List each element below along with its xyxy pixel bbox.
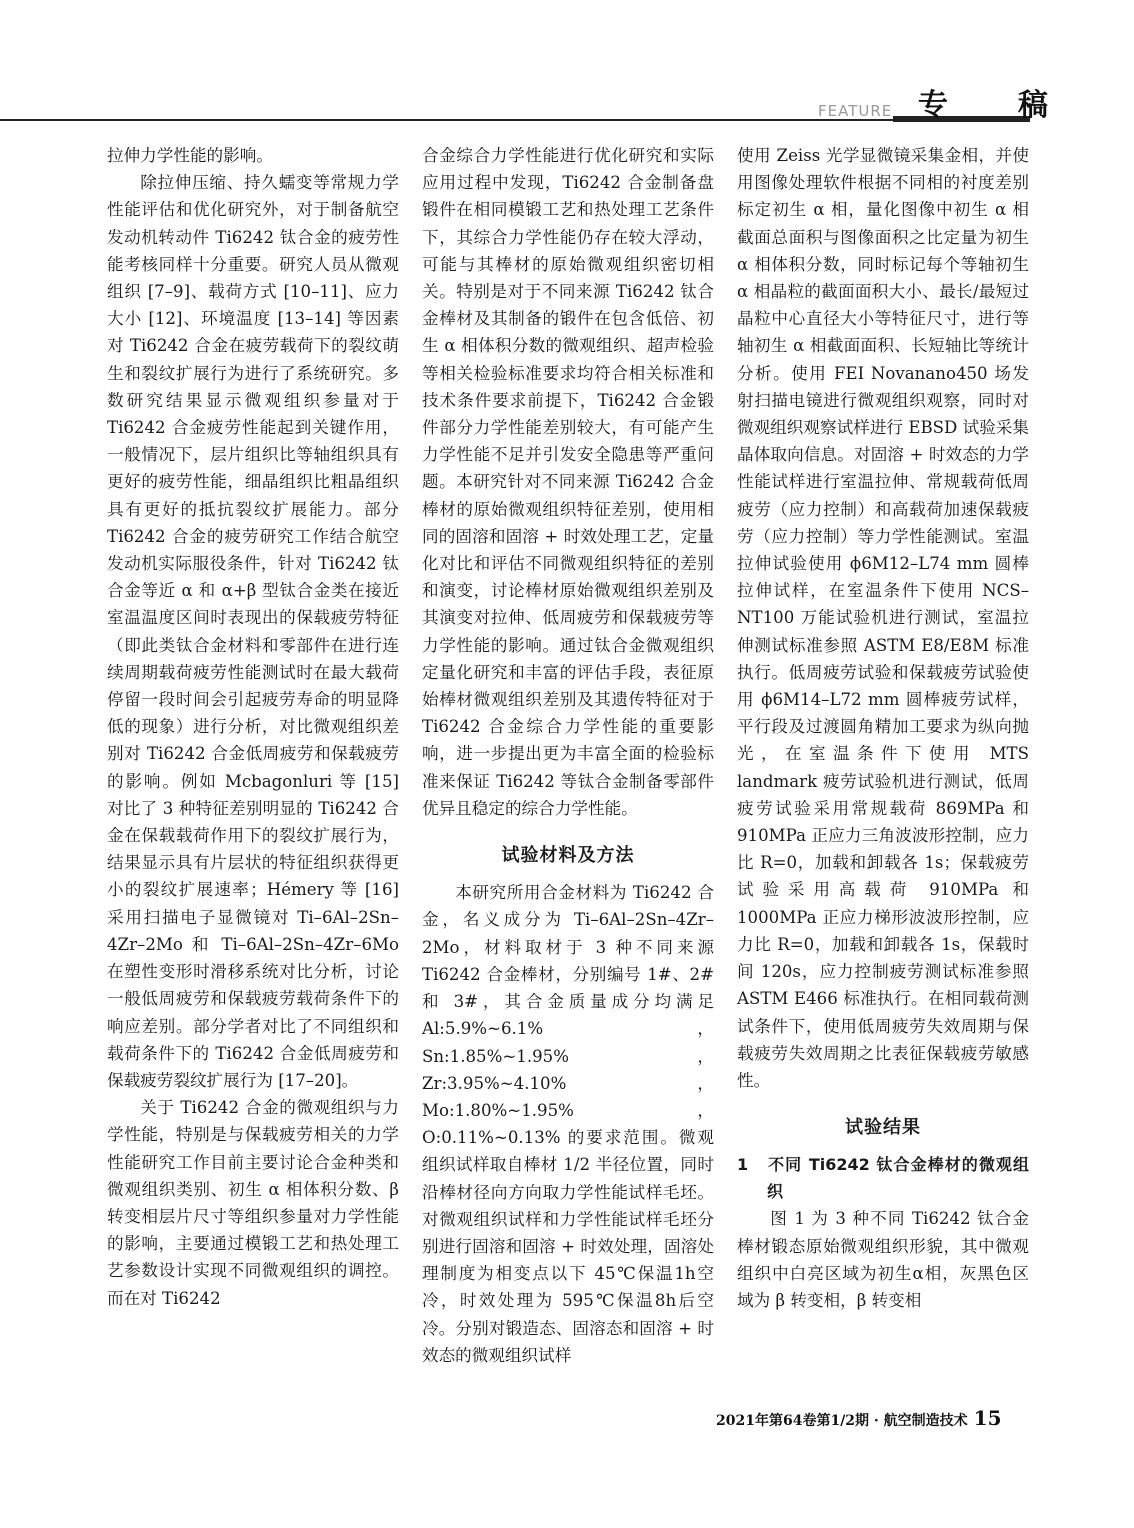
text-column-2 xyxy=(422,142,714,1414)
journal-info: 2021年第64卷第1/2期 · 航空制造技术 xyxy=(716,1413,968,1429)
section-title: 试验材料及方法 xyxy=(501,845,635,867)
text-column-1 xyxy=(107,142,399,1414)
paragraph: 合金综合力学性能进行优化研究和实际应用过程中发现，Ti6242 合金制备盘锻件在相同模锻工艺和热处理工艺条件下，其综合力学性能仍存在较大浮动，可能与其棒材的原始微观组织密切相关。特别是对于不同来源 Ti6242 钛合金棒材及其制备的锻件在包含低倍、初生 α 相体积分数的微观组织、超声检验等相关检验标准要求均符合相关标准和技术条件要求前提下，Ti6242 合金锻件部分力学性能差别较大，有可能产生力学性能不足并引发安全隐患等严重问题。本研究针对不同来源 Ti6242 合金棒材的原始微观组织特征差别，使用相同的固溶和固溶 + 时效处理工艺，定量化对比和评估不同微观组织特征的差别和演变，讨论棒材原始微观组织差别及其演变对拉伸、低周疲劳和保载疲劳等力学性能的影响。通过钛合金微观组织定量化研究和丰富的评估手段，表征原始棒材微观组织差别及其遗传特征对于 Ti6242 合金综合力学性能的重要影响，进一步提出更为丰富全面的检验标准来保证 Ti6242 等钛合金制备零部件优异且稳定的综合力学性能。 xyxy=(422,146,714,818)
header-column-title: 专 稿 xyxy=(918,88,1068,123)
section-title: 试验结果 xyxy=(845,1117,921,1139)
paragraph: 图 1 为 3 种不同 Ti6242 钛合金棒材锻态原始微观组织形貌，其中微观组织中白亮区域为初生α相，灰黑色区域为 β 转变相，β 转变相 xyxy=(737,1209,1029,1310)
paragraph: 关于 Ti6242 合金的微观组织与力学性能，特别是与保载疲劳相关的力学性能研究工作目前主要讨论合金种类和微观组织类别、初生 α 相体积分数、β 转变相层片尺寸等组织参量对力学性能的影响，主要通过模锻工艺和热处理工艺参数设计实现不同微观组织的调控。而在对 Ti6242 xyxy=(107,1098,399,1308)
text-column-3 xyxy=(737,142,1029,1414)
header-feature-label: FEATURE xyxy=(818,102,893,120)
page-number: 15 xyxy=(973,1406,1002,1430)
paragraph: 使用 Zeiss 光学显微镜采集金相，并使用图像处理软件根据不同相的衬度差别标定初生 α 相，量化图像中初生 α 相截面总面积与图像面积之比定量为初生 α 相体积分数，同时标记每个等轴初生 α 相晶粒的截面面积大小、最长/最短过晶粒中心直径大小等特征尺寸，进行等轴初生 α 相截面面积、长短轴比等统计分析。使用 FEI Novanano450 场发射扫描电镜进行微观组织观察，同时对微观组织观察试样进行 EBSD 试验采集晶体取向信息。对固溶 + 时效态的力学性能试样进行室温拉伸、常规载荷低周疲劳（应力控制）和高载荷加速保载疲劳（应力控制）等力学性能测试。室温拉伸试验使用 ϕ6M12–L74 mm 圆棒拉伸试样，在室温条件下使用 NCS–NT100 万能试验机进行测试，室温拉伸测试标准参照 ASTM E8/E8M 标准执行。低周疲劳试验和保载疲劳试验使用 ϕ6M14–L72 mm 圆棒疲劳试样，平行段及过渡圆角精加工要求为纵向抛光，在室温条件下使用 MTS landmark 疲劳试验机进行测试，低周疲劳试验采用常规载荷 869MPa 和 910MPa 正应力三角波波形控制，应力比 R=0，加载和卸载各 1s；保载疲劳试验采用高载荷 910MPa 和 1000MPa 正应力梯形波波形控制，应力比 R=0，加载和卸载各 1s，保载时间 120s，应力控制疲劳测试标准参照 ASTM E466 标准执行。在相同载荷测试条件下，使用低周疲劳失效周期与保载疲劳失效周期之比表征保载疲劳敏感性。 xyxy=(737,146,1029,1090)
paragraph: 拉伸力学性能的影响。 xyxy=(107,146,273,165)
subsection-title xyxy=(737,1151,1029,1205)
paragraph: 除拉伸压缩、持久蠕变等常规力学性能评估和优化研究外，对于制备航空发动机转动件 Ti6242 钛合金的疲劳性能考核同样十分重要。研究人员从微观组织 [7–9]、载荷方式 [10–11]、应力大小 [12]、环境温度 [13–14] 等因素对 Ti6242 合金在疲劳载荷下的裂纹萌生和裂纹扩展行为进行了系统研究。多数研究结果显示微观组织参量对于 Ti6242 合金疲劳性能起到关键作用，一般情况下，层片组织比等轴组织具有更好的疲劳性能，细晶组织比粗晶组织具有更好的抵抗裂纹扩展能力。部分 Ti6242 合金的疲劳研究工作结合航空发动机实际服役条件，针对 Ti6242 钛合金等近 α 和 α+β 型钛合金类在接近室温温度区间时表现出的保载疲劳特征（即此类钛合金材料和零部件在进行连续周期载荷疲劳性能测试时在最大载荷停留一段时间会引起疲劳寿命的明显降低的现象）进行分析，对比微观组织差别对 Ti6242 合金低周疲劳和保载疲劳的影响。例如 Mcbagonluri 等 [15] 对比了 3 种特征差别明显的 Ti6242 合金在保载载荷作用下的裂纹扩展行为，结果显示具有片层状的特征组织获得更小的裂纹扩展速率；Hémery 等 [16] 采用扫描电子显微镜对 Ti–6Al–2Sn–4Zr–2Mo 和 Ti–6Al–2Sn–4Zr–6Mo 在塑性变形时滑移系统对比分析，讨论一般低周疲劳和保载疲劳载荷条件下的响应差别。部分学者对比了不同组织和载荷条件下的 Ti6242 合金低周疲劳和保载疲劳裂纹扩展行为 [17–20]。 xyxy=(107,173,399,1090)
page-footer xyxy=(716,1406,1002,1430)
subsection-number: 1 xyxy=(737,1155,749,1175)
subsection-text: 不同 Ti6242 钛合金棒材的微观组织 xyxy=(767,1155,1029,1202)
paragraph: 本研究所用合金材料为 Ti6242 合金，名义成分为 Ti–6Al–2Sn–4Zr–2Mo，材料取材于 3 种不同来源 Ti6242 合金棒材，分别编号 1#、2# 和 3#，其合金质量成分均满足 Al:5.9%~6.1%，Sn:1.85%~1.95%，Zr:3.95%~4.10%，Mo:1.80%~1.95%，O:0.11%~0.13% 的要求范围。微观组织试样取自棒材 1/2 半径位置，同时沿棒材径向方向取力学性能试样毛坯。对微观组织试样和力学性能试样毛坯分别进行固溶和固溶 + 时效处理，固溶处理制度为相变点以下 45℃保温1h空冷，时效处理为 595℃保温8h后空冷。分别对锻造态、固溶态和固溶 + 时效态的微观组织试样 xyxy=(422,883,714,1365)
